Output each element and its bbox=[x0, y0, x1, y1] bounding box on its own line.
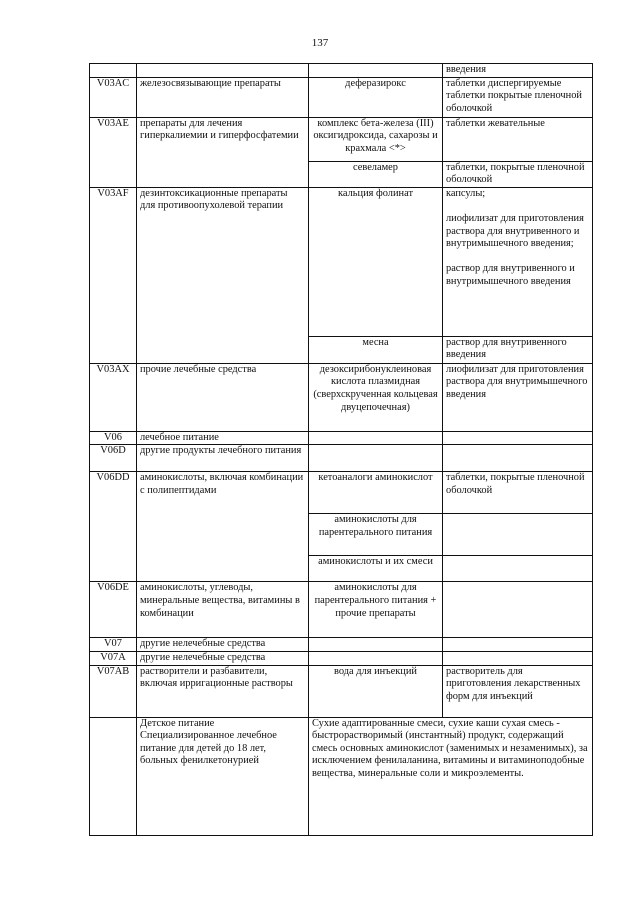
group-cell: аминокислоты, углеводы, минеральные вещества, витамины в комбинации bbox=[137, 582, 309, 638]
forms-cell bbox=[443, 77, 593, 117]
inn-cell: деферазирокс bbox=[309, 77, 443, 117]
dosage-form: раствор для внутривенного введения bbox=[446, 336, 567, 361]
forms-cell bbox=[443, 514, 593, 556]
atc-code-cell: V07 bbox=[90, 638, 137, 652]
page-number: 137 bbox=[311, 37, 329, 49]
atc-code-cell bbox=[90, 64, 137, 78]
group-cell: железосвязывающие препараты bbox=[137, 77, 309, 117]
atc-code-cell bbox=[90, 717, 137, 835]
group-cell: прочие лечебные средства bbox=[137, 363, 309, 431]
forms-cell bbox=[443, 431, 593, 445]
group-cell: другие нелечебные средства bbox=[137, 638, 309, 652]
table-row bbox=[90, 117, 593, 161]
table-row-special-nutrition bbox=[90, 717, 593, 835]
inn-cell: аминокислоты для парентерального питания bbox=[309, 514, 443, 556]
inn-cell: вода для инъекций bbox=[309, 665, 443, 717]
group-cell: препараты для лечения гиперкалиемии и гиперфосфатемии bbox=[137, 117, 309, 187]
atc-code-cell: V03AC bbox=[90, 77, 137, 117]
dosage-form: раствор для внутривенного и внутримышечного введения bbox=[446, 263, 575, 287]
forms-cell bbox=[443, 651, 593, 665]
dosage-form: таблетки, покрытые пленочной оболочкой bbox=[446, 161, 585, 186]
atc-code-cell: V07AB bbox=[90, 665, 137, 717]
group-cell: аминокислоты, включая комбинации с полипептидами bbox=[137, 472, 309, 582]
forms-cell bbox=[443, 445, 593, 472]
inn-cell: севеламер bbox=[309, 161, 443, 187]
dosage-form: таблетки покрытые пленочной оболочкой bbox=[446, 90, 582, 114]
inn-cell bbox=[309, 64, 443, 78]
table-row bbox=[90, 472, 593, 514]
dosage-form: лиофилизат для приготовления раствора для внутривенного и внутримышечного введения; bbox=[446, 212, 584, 250]
table-row bbox=[90, 445, 593, 472]
table-row bbox=[90, 77, 593, 117]
atc-code-cell: V03AE bbox=[90, 117, 137, 187]
inn-cell bbox=[309, 651, 443, 665]
group-cell: дезинтоксикационные препараты для противоопухолевой терапии bbox=[137, 187, 309, 363]
dosage-form: таблетки диспергируемые bbox=[446, 77, 562, 89]
forms-cell bbox=[443, 638, 593, 652]
inn-cell: дезоксирибонуклеиновая кислота плазмидная (сверхскрученная кольцевая двуцепочечная) bbox=[309, 363, 443, 431]
dosage-form: капсулы; bbox=[446, 187, 486, 199]
drug-table bbox=[89, 63, 593, 836]
table-row bbox=[90, 431, 593, 445]
inn-cell bbox=[309, 638, 443, 652]
group-cell: лечебное питание bbox=[137, 431, 309, 445]
inn-cell: месна bbox=[309, 336, 443, 363]
atc-code-cell: V06DD bbox=[90, 472, 137, 582]
forms-cell bbox=[443, 556, 593, 582]
inn-cell: кетоаналоги аминокислот bbox=[309, 472, 443, 514]
atc-code-cell: V06D bbox=[90, 445, 137, 472]
forms-cell bbox=[443, 472, 593, 514]
group-cell: Детское питание Специализированное лечебное питание для детей до 18 лет, больных фенилкетонурией bbox=[137, 717, 309, 835]
forms-cell bbox=[443, 363, 593, 431]
forms-cell bbox=[443, 161, 593, 187]
dosage-form: таблетки, покрытые пленочной оболочкой bbox=[446, 472, 585, 496]
group-cell: другие нелечебные средства bbox=[137, 651, 309, 665]
group-cell: растворители и разбавители, включая ирригационные растворы bbox=[137, 665, 309, 717]
table-row bbox=[90, 651, 593, 665]
forms-cell bbox=[443, 582, 593, 638]
atc-code-cell: V03AF bbox=[90, 187, 137, 363]
group-cell bbox=[137, 64, 309, 78]
forms-cell bbox=[443, 64, 593, 78]
forms-cell bbox=[443, 187, 593, 336]
atc-code-cell: V06 bbox=[90, 431, 137, 445]
inn-cell: кальция фолинат bbox=[309, 187, 443, 336]
atc-code-cell: V06DE bbox=[90, 582, 137, 638]
inn-cell bbox=[309, 431, 443, 445]
atc-code-cell: V07A bbox=[90, 651, 137, 665]
forms-cell bbox=[443, 117, 593, 161]
description-cell: Сухие адаптированные смеси, сухие каши сухая смесь - быстрорастворимый (инстантный) продукт, содержащий смесь основных аминокислот (заменимых и незаменимых), за исключением фенилаланина, витамины и витаминоподобные вещества, минеральные соли и микроэлементы. bbox=[309, 717, 593, 835]
table-row bbox=[90, 582, 593, 638]
table-row bbox=[90, 665, 593, 717]
forms-cell bbox=[443, 665, 593, 717]
atc-code-cell: V03AX bbox=[90, 363, 137, 431]
inn-cell bbox=[309, 445, 443, 472]
inn-cell: аминокислоты и их смеси bbox=[309, 556, 443, 582]
dosage-form: введения bbox=[446, 64, 487, 75]
dosage-form: растворитель для приготовления лекарственных форм для инъекций bbox=[446, 665, 581, 702]
table-row bbox=[90, 363, 593, 431]
group-cell: другие продукты лечебного питания bbox=[137, 445, 309, 472]
dosage-form: таблетки жевательные bbox=[446, 117, 545, 129]
table-row bbox=[90, 64, 593, 78]
inn-cell: аминокислоты для парентерального питания + прочие препараты bbox=[309, 582, 443, 638]
forms-cell bbox=[443, 336, 593, 363]
table-row bbox=[90, 187, 593, 336]
dosage-form: лиофилизат для приготовления раствора для внутримышечного введения bbox=[446, 363, 588, 400]
table-row bbox=[90, 638, 593, 652]
inn-cell: комплекс бета-железа (III) оксигидроксида, сахарозы и крахмала <*> bbox=[309, 117, 443, 161]
